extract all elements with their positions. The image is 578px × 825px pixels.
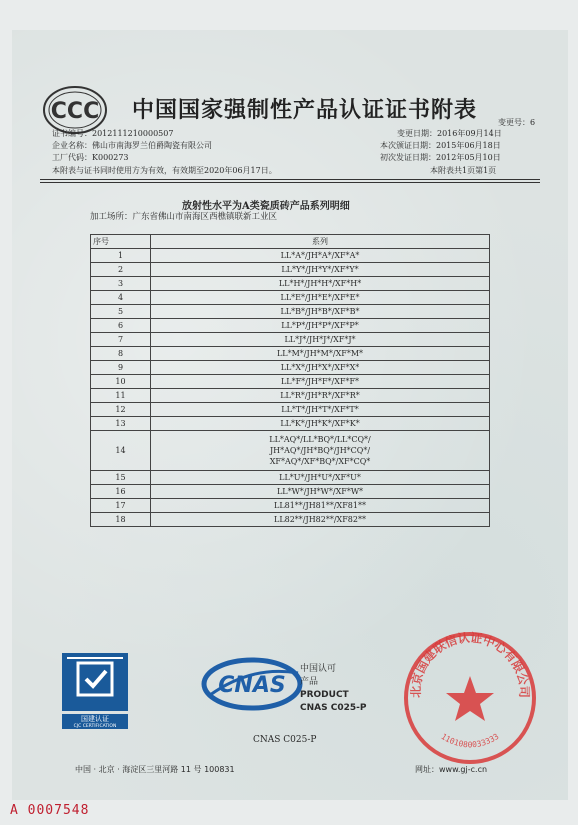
row-index: 14 [91,431,151,471]
row-series: LL*R*/JH*R*/XF*R* [151,389,490,403]
row-series [151,431,490,471]
row-series: LL*W*/JH*W*/XF*W* [151,485,490,499]
row-index: 18 [91,513,151,527]
row-series: LL*P*/JH*P*/XF*P* [151,319,490,333]
cnas-word: CNAS [218,673,286,698]
row-index: 15 [91,471,151,485]
row-series-line: LL*AQ*/LL*BQ*/LL*CQ*/ [269,435,371,444]
row-index: 10 [91,375,151,389]
serial-number: A 0007548 [10,803,90,818]
header-index: 序号 [91,235,151,249]
workplace: 加工场所：广东省佛山市南海区西樵镇联新工业区 [90,212,278,222]
first-issue-date: 初次发证日期：2012年05月10日 [380,153,501,162]
row-series: LL*U*/JH*U*/XF*U* [151,471,490,485]
row-series-line: JH*AQ*/JH*BQ*/JH*CQ*/ [269,446,371,455]
change-date: 变更日期：2016年09月14日 [397,129,502,138]
cnas-code: CNAS C025-P [253,735,317,745]
validity-note: 本附表与证书同时使用方为有效，有效期至2020年06月17日。 [52,166,277,175]
renew-date: 本次颁证日期：2015年06月18日 [380,141,501,150]
row-series: LL*X*/JH*X*/XF*X* [151,361,490,375]
page-info: 本附表共1页第1页 [430,166,497,175]
table-row [91,361,490,375]
company-name: 企业名称：佛山市南海罗兰伯爵陶瓷有限公司 [52,141,212,150]
row-series: LL*Y*/JH*Y*/XF*Y* [151,263,490,277]
table-row [91,277,490,291]
cnas-line: PRODUCT [300,690,349,700]
row-index: 6 [91,319,151,333]
row-series: LL*K*/JH*K*/XF*K* [151,417,490,431]
table-row [91,417,490,431]
row-index: 8 [91,347,151,361]
row-series: LL*J*/JH*J*/XF*J* [151,333,490,347]
table-row [91,333,490,347]
factory-code: 工厂代码：K000273 [52,153,129,162]
row-index: 12 [91,403,151,417]
cnas-line: 产品 [300,677,319,687]
change-number: 变更号：6 [498,118,536,127]
row-index: 7 [91,333,151,347]
cnas-line: 中国认可 [300,664,337,674]
row-series-line: XF*AQ*/XF*BQ*/XF*CQ* [269,457,371,466]
table-row [91,499,490,513]
divider [40,182,540,183]
row-index: 13 [91,417,151,431]
table-row [91,319,490,333]
cnas-text [300,663,366,715]
svg-text:1101080033333 [439,732,500,749]
certificate-title: 中国国家强制性产品认证证书附表 [132,98,478,123]
row-series: LL*B*/JH*B*/XF*B* [151,305,490,319]
footer-website: 网址：www.gj-c.cn [415,765,488,774]
certificate-number: 证书编号：2012111210000507 [52,129,174,138]
cjc-label: 国建认证 [62,714,128,724]
row-series: LL*F*/JH*F*/XF*F* [151,375,490,389]
cnas-logo [200,655,305,713]
row-index: 4 [91,291,151,305]
table-row [91,513,490,527]
table-subtitle: 放射性水平为A类瓷质砖产品系列明细 [182,201,350,212]
table-row [91,403,490,417]
row-series: LL82**/JH82**/XF82** [151,513,490,527]
table-row [91,291,490,305]
row-index: 3 [91,277,151,291]
row-index: 9 [91,361,151,375]
table-row [91,375,490,389]
table-row [91,471,490,485]
star-icon [446,676,494,721]
cjc-sublabel: CJC CERTIFICATION [62,724,128,729]
seal-text: 北京国建联信认证中心有限公司 [408,630,532,698]
table-row [91,485,490,499]
seal-number: 1101080033333 [439,731,501,750]
table-row [91,347,490,361]
row-series: LL*T*/JH*T*/XF*T* [151,403,490,417]
row-series: LL*E*/JH*E*/XF*E* [151,291,490,305]
svg-text:CCC: CCC [50,99,100,124]
row-series: LL*A*/JH*A*/XF*A* [151,249,490,263]
table-row [91,431,490,471]
table-row [91,305,490,319]
company-seal [400,628,540,768]
header-series: 系列 [151,235,490,249]
row-series: LL*M*/JH*M*/XF*M* [151,347,490,361]
divider [40,179,540,180]
row-index: 2 [91,263,151,277]
row-index: 5 [91,305,151,319]
cnas-line: CNAS C025-P [300,703,367,713]
footer-address: 中国 · 北京 · 海淀区三里河路 11 号 100831 [75,765,235,774]
table-header-row [91,235,490,249]
row-index: 1 [91,249,151,263]
table-row [91,249,490,263]
row-index: 11 [91,389,151,403]
row-index: 17 [91,499,151,513]
cjc-certification-logo [62,653,128,711]
row-index: 16 [91,485,151,499]
row-series: LL81**/JH81**/XF81** [151,499,490,513]
row-series: LL*H*/JH*H*/XF*H* [151,277,490,291]
table-row [91,389,490,403]
table-row [91,263,490,277]
series-table [90,234,490,527]
